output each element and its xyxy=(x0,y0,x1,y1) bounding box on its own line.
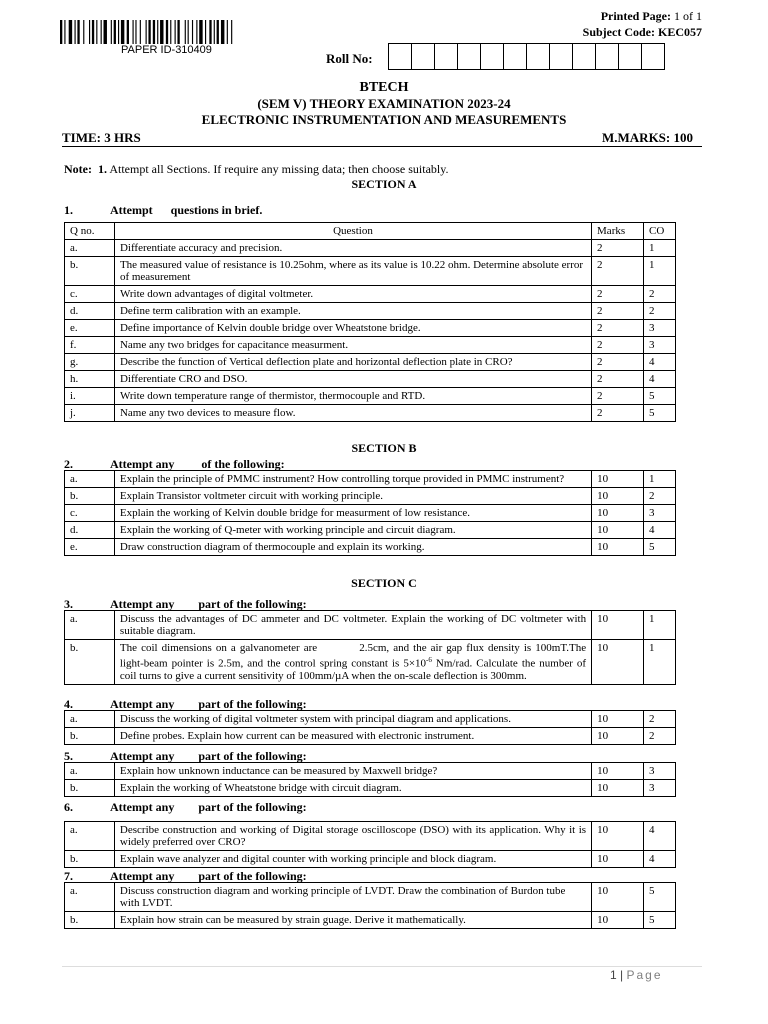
cell-text: Describe the function of Vertical deflection plate and horizontal deflection plate in CRO? xyxy=(114,354,591,371)
table-row xyxy=(65,471,676,488)
table-row xyxy=(65,822,676,851)
cell-co: 2 xyxy=(644,711,676,728)
program-title: BTECH xyxy=(359,80,409,95)
table-row xyxy=(65,851,676,868)
roll-no-box[interactable] xyxy=(595,43,619,70)
cell-q: c. xyxy=(65,505,115,522)
table-row xyxy=(65,912,676,929)
roll-no-box[interactable] xyxy=(526,43,550,70)
cell-q: a. xyxy=(65,822,115,851)
cell-q: a. xyxy=(65,711,115,728)
cell-co: 5 xyxy=(644,912,676,929)
cell-co: 5 xyxy=(644,388,676,405)
cell-text: Name any two bridges for capacitance measurment. xyxy=(114,337,591,354)
cell-co: 1 xyxy=(644,240,676,257)
cell-marks: 10 xyxy=(592,539,644,556)
cell-co: 4 xyxy=(644,822,676,851)
cell-text: Explain the working of Wheatstone bridge with circuit diagram. xyxy=(114,780,591,797)
table-row xyxy=(65,303,676,320)
table-row xyxy=(65,763,676,780)
cell-marks: 2 xyxy=(592,286,644,303)
cell-marks: 10 xyxy=(592,851,644,868)
cell-text: Name any two devices to measure flow. xyxy=(114,405,591,422)
question-5-heading: 5. Attempt any part of the following: xyxy=(64,749,307,763)
roll-no-box[interactable] xyxy=(618,43,642,70)
question-6-heading: 6. Attempt any part of the following: xyxy=(64,800,307,814)
cell-marks: 2 xyxy=(592,240,644,257)
cell-co: 2 xyxy=(644,728,676,745)
question-3-heading: 3. Attempt any part of the following: xyxy=(64,597,307,611)
cell-text: Explain the principle of PMMC instrument? How controlling torque provided in PMMC instrument? xyxy=(114,471,591,488)
section-a-table xyxy=(64,222,676,422)
cell-co: 4 xyxy=(644,354,676,371)
cell-marks: 2 xyxy=(592,388,644,405)
cell-q: c. xyxy=(65,286,115,303)
roll-no-box[interactable] xyxy=(388,43,412,70)
cell-text: Write down advantages of digital voltmeter. xyxy=(114,286,591,303)
col-marks: Marks xyxy=(592,223,644,240)
cell-marks: 2 xyxy=(592,320,644,337)
cell-co: 1 xyxy=(644,471,676,488)
printed-page: Printed Page: 1 of 1 xyxy=(600,9,702,23)
table-row xyxy=(65,388,676,405)
cell-co: 4 xyxy=(644,522,676,539)
table-row xyxy=(65,371,676,388)
col-co: CO xyxy=(644,223,676,240)
cell-co: 5 xyxy=(644,405,676,422)
cell-q: f. xyxy=(65,337,115,354)
time-duration: TIME: 3 HRS xyxy=(62,130,141,145)
roll-no-boxes[interactable] xyxy=(388,43,664,70)
cell-co: 5 xyxy=(644,883,676,912)
cell-co: 2 xyxy=(644,488,676,505)
cell-marks: 10 xyxy=(592,488,644,505)
header-divider xyxy=(62,146,702,147)
cell-q: b. xyxy=(65,257,115,286)
roll-no-box[interactable] xyxy=(411,43,435,70)
cell-co: 2 xyxy=(644,303,676,320)
cell-marks: 10 xyxy=(592,763,644,780)
cell-q: a. xyxy=(65,883,115,912)
section-b-table xyxy=(64,470,676,556)
cell-text: The measured value of resistance is 10.25ohm, where as its value is 10.22 ohm. Determine absolute error of measurement xyxy=(114,257,591,286)
cell-co: 3 xyxy=(644,337,676,354)
table-row xyxy=(65,337,676,354)
subject-title: ELECTRONIC INSTRUMENTATION AND MEASUREMENTS xyxy=(201,112,567,127)
question-7-heading: 7. Attempt any part of the following: xyxy=(64,869,307,883)
table-row: a. Discuss the advantages of DC ammeter and DC voltmeter. Explain the working of DC voltmeter with suitable diagram. 10 1 xyxy=(65,611,676,640)
cell-text: Describe construction and working of Digital storage oscilloscope (DSO) with its application. Why it is widely preferred over CRO? xyxy=(114,822,591,851)
cell-text: Explain the working of Q-meter with working principle and circuit diagram. xyxy=(114,522,591,539)
cell-text: Explain Transistor voltmeter circuit with working principle. xyxy=(114,488,591,505)
barcode xyxy=(60,20,288,44)
cell-q: b. xyxy=(65,488,115,505)
cell-q: j. xyxy=(65,405,115,422)
roll-no-box[interactable] xyxy=(641,43,665,70)
cell-text: Define probes. Explain how current can be measured with electronic instrument. xyxy=(114,728,591,745)
cell-co: 5 xyxy=(644,539,676,556)
question-4-table xyxy=(64,710,676,745)
cell-co: 4 xyxy=(644,851,676,868)
table-row xyxy=(65,728,676,745)
max-marks: M.MARKS: 100 xyxy=(602,130,693,145)
table-row xyxy=(65,488,676,505)
table-row xyxy=(65,354,676,371)
question-5-table xyxy=(64,762,676,797)
cell-text: Explain how unknown inductance can be measured by Maxwell bridge? xyxy=(114,763,591,780)
cell-q: b. xyxy=(65,728,115,745)
cell-q: a. xyxy=(65,763,115,780)
section-c-heading: SECTION C xyxy=(351,576,417,590)
cell-q: d. xyxy=(65,522,115,539)
cell-q: h. xyxy=(65,371,115,388)
cell-text: Explain wave analyzer and digital counter with working principle and block diagram. xyxy=(114,851,591,868)
roll-no-box[interactable] xyxy=(434,43,458,70)
cell-co: 1 xyxy=(644,257,676,286)
cell-marks: 2 xyxy=(592,337,644,354)
cell-marks: 2 xyxy=(592,405,644,422)
cell-text: Explain how strain can be measured by strain guage. Derive it mathematically. xyxy=(114,912,591,929)
cell-marks: 2 xyxy=(592,303,644,320)
cell-q: e. xyxy=(65,320,115,337)
cell-co: 3 xyxy=(644,505,676,522)
cell-marks: 10 xyxy=(592,728,644,745)
cell-text: Write down temperature range of thermistor, thermocouple and RTD. xyxy=(114,388,591,405)
question-4-heading: 4. Attempt any part of the following: xyxy=(64,697,307,711)
cell-text: Differentiate CRO and DSO. xyxy=(114,371,591,388)
col-question: Question xyxy=(114,223,591,240)
footer-divider xyxy=(62,966,702,967)
page-footer: 1 | Page xyxy=(610,968,663,982)
table-header-row xyxy=(65,223,676,240)
roll-no-box[interactable] xyxy=(503,43,527,70)
table-row xyxy=(65,240,676,257)
cell-marks: 2 xyxy=(592,354,644,371)
roll-no-box[interactable] xyxy=(457,43,481,70)
table-row xyxy=(65,522,676,539)
table-row xyxy=(65,405,676,422)
table-row xyxy=(65,539,676,556)
cell-q: g. xyxy=(65,354,115,371)
cell-text: Explain the working of Kelvin double bridge for measurment of low resistance. xyxy=(114,505,591,522)
question-6-table xyxy=(64,821,676,868)
cell-co: 2 xyxy=(644,286,676,303)
cell-marks: 2 xyxy=(592,371,644,388)
cell-text: Define importance of Kelvin double bridge over Wheatstone bridge. xyxy=(114,320,591,337)
cell-text: Differentiate accuracy and precision. xyxy=(114,240,591,257)
table-row xyxy=(65,780,676,797)
roll-no-box[interactable] xyxy=(480,43,504,70)
cell-q: b. xyxy=(65,912,115,929)
col-qno: Q no. xyxy=(65,223,115,240)
table-row xyxy=(65,711,676,728)
question-3-table xyxy=(64,610,676,685)
roll-no-box[interactable] xyxy=(549,43,573,70)
cell-q: b. xyxy=(65,851,115,868)
section-b-heading: SECTION B xyxy=(351,441,417,455)
cell-marks: 2 xyxy=(592,257,644,286)
cell-q: e. xyxy=(65,539,115,556)
cell-q: d. xyxy=(65,303,115,320)
question-2-heading: 2. Attempt any of the following: xyxy=(64,457,285,471)
cell-marks: 10 xyxy=(592,471,644,488)
cell-q: b. xyxy=(65,780,115,797)
cell-co: 4 xyxy=(644,371,676,388)
table-row xyxy=(65,883,676,912)
table-row xyxy=(65,505,676,522)
cell-marks: 10 xyxy=(592,505,644,522)
cell-text: Draw construction diagram of thermocouple and explain its working. xyxy=(114,539,591,556)
question-7-table xyxy=(64,882,676,929)
question-1-heading: 1. Attempt questions in brief. xyxy=(64,203,263,217)
section-a-heading: SECTION A xyxy=(351,177,417,191)
cell-q: i. xyxy=(65,388,115,405)
subject-code: Subject Code: KEC057 xyxy=(582,25,702,39)
cell-co: 3 xyxy=(644,780,676,797)
cell-text: Discuss construction diagram and working principle of LVDT. Draw the combination of Burdon tube with LVDT. xyxy=(114,883,591,912)
cell-q: a. xyxy=(65,471,115,488)
cell-text: Discuss the working of digital voltmeter system with principal diagram and applications. xyxy=(114,711,591,728)
cell-marks: 10 xyxy=(592,522,644,539)
roll-no-label: Roll No: xyxy=(326,51,373,66)
note: Note: 1. Attempt all Sections. If require any missing data; then choose suitably. xyxy=(64,162,449,176)
cell-text: Define term calibration with an example. xyxy=(114,303,591,320)
table-row xyxy=(65,257,676,286)
exam-title: (SEM V) THEORY EXAMINATION 2023-24 xyxy=(257,96,511,111)
cell-q: a. xyxy=(65,240,115,257)
cell-marks: 10 xyxy=(592,912,644,929)
cell-marks: 10 xyxy=(592,822,644,851)
cell-co: 3 xyxy=(644,763,676,780)
cell-marks: 10 xyxy=(592,711,644,728)
cell-marks: 10 xyxy=(592,883,644,912)
cell-co: 3 xyxy=(644,320,676,337)
roll-no-box[interactable] xyxy=(572,43,596,70)
table-row xyxy=(65,286,676,303)
paper-id: PAPER ID-310409 xyxy=(121,44,212,56)
cell-marks: 10 xyxy=(592,780,644,797)
table-row xyxy=(65,320,676,337)
table-row: b. The coil dimensions on a galvanometer are 2.5cm, and the air gap flux density is 100mT.The light-beam pointer is 2.5m, and the control spring constant is $5\times 10^{-6}$ Nm/rad. Calculate the number of coil turns to give a current sensitivity of 100mm/µA when the on-scale deflection is 300mm. 10 1 xyxy=(65,640,676,685)
